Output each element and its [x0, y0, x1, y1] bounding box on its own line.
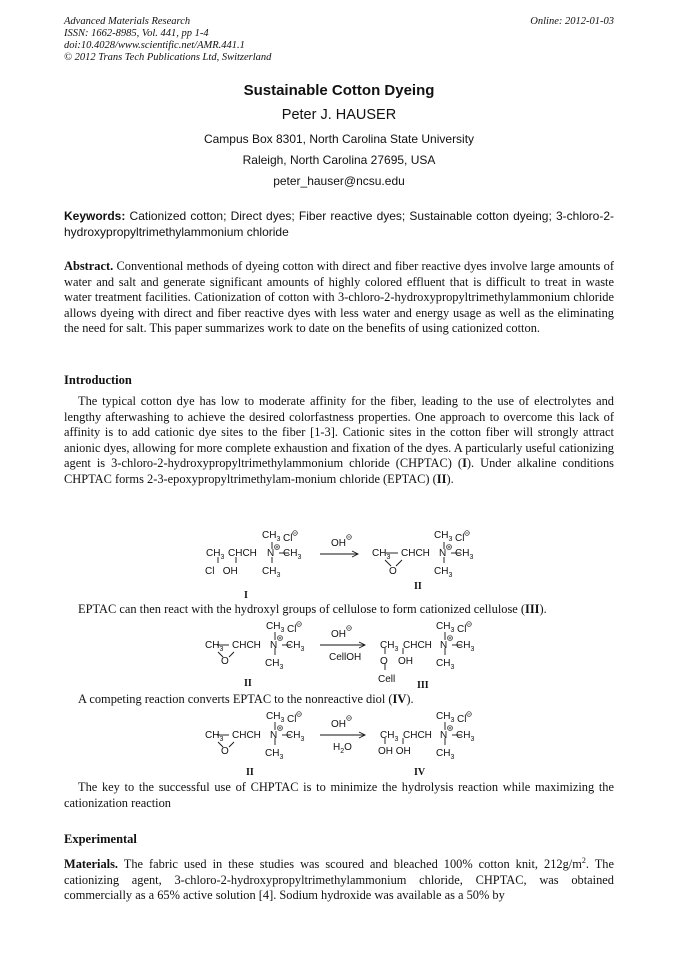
svg-text:CH3: $CH_3$ — [206, 548, 225, 561]
svg-text:CH3: $CH_3$ — [205, 640, 224, 653]
svg-text:N: N — [270, 640, 278, 651]
introduction-paragraph-4: The key to the successful use of CHPTAC is to minimize the hydrolysis reaction while maximizing the cationization reaction — [64, 780, 614, 810]
svg-text:O: O — [389, 566, 397, 577]
svg-text:CH3: $CH_3$ — [283, 548, 302, 561]
svg-text:O: O — [221, 746, 229, 757]
ch3-top: $CH_3$ — [262, 530, 281, 543]
affiliation-line-1: Campus Box 8301, North Carolina State University — [203, 132, 475, 146]
svg-text:CH3: $CH_3$ — [436, 711, 455, 724]
svg-text:CH3: $CH_3$ — [456, 730, 475, 743]
introduction-paragraph-2: EPTAC can then react with the hydroxyl groups of cellulose to form cationized cellulose (III). — [78, 602, 547, 616]
svg-text:Cl: Cl — [287, 624, 297, 635]
keywords-text: Cationized cotton; Direct dyes; Fiber reactive dyes; Sustainable cotton dyeing; 3-chloro-2-hydroxypropyltrimethylammonium chloride — [64, 209, 614, 239]
chloride-ion: Cl — [283, 533, 293, 544]
svg-text:CH3: $CH_3$ — [380, 640, 399, 653]
materials-paragraph: Materials. The fabric used in these studies was scoured and bleached 100% cotton knit, $212g/m^2$. The cationizing agent, 3-chloro-2-hydroxypropyltrimethylammonium chloride, CHPTAC, was obtained commercially as a 65% active solution [4]. Sodium hydroxide was available as a 50% by — [64, 856, 614, 903]
svg-text:CHCH: CHCH — [232, 730, 261, 741]
introduction-paragraph-3: A competing reaction converts EPTAC to the nonreactive diol (IV). — [78, 692, 414, 706]
svg-text:N: N — [439, 548, 447, 559]
svg-text:CH3: $CH_3$ — [456, 640, 475, 653]
svg-text:CHCH: CHCH — [228, 548, 257, 559]
scheme-3 — [205, 711, 474, 778]
journal-issn: ISSN: 1662-8985, Vol. 441, pp 1-4 — [64, 28, 209, 39]
journal-copyright: © 2012 Trans Tech Publications Ltd, Switzerland — [64, 52, 272, 63]
svg-text:CH3: $CH_3$ — [205, 730, 224, 743]
svg-text:CellOH: CellOH — [329, 652, 362, 663]
svg-text:N: N — [440, 640, 448, 651]
svg-text:CH3: $CH_3$ — [436, 748, 455, 761]
abstract-label: Abstract. — [64, 259, 114, 273]
svg-text:CH3: $CH_3$ — [455, 548, 474, 561]
experimental-heading: Experimental — [64, 832, 137, 846]
svg-text:CH3: $CH_3$ — [265, 658, 284, 671]
label-ii: II — [414, 581, 422, 592]
svg-text:CHCH: CHCH — [401, 548, 430, 559]
svg-text:CHCH: CHCH — [232, 640, 261, 651]
svg-text:OH: OH — [331, 719, 346, 730]
svg-text:Cl OH: Cl OH — [205, 566, 238, 577]
svg-text:Cl: Cl — [457, 714, 467, 725]
label-iv: IV — [414, 767, 426, 778]
svg-text:CH3: $CH_3$ — [286, 640, 305, 653]
abstract-text: Conventional methods of dyeing cotton with direct and fiber reactive dyes involve large amounts of water and salt and generate significant amounts of highly colored effluent that is difficult to treat in waste water treatment facilities. Cationization of cotton with 3-chloro-2-hydroxypropyltrimethylammonium chloride allows dyeing with direct and fiber reactive dyes with less water and energy usage as well as the eliminating the need for salt. This paper summarizes work to date on the benefits of using cationized cotton. — [64, 259, 614, 336]
svg-text:CH3: $CH_3$ — [262, 566, 281, 579]
svg-text:Cell: Cell — [378, 674, 396, 685]
svg-text:N: N — [270, 730, 278, 741]
svg-text:Cl: Cl — [457, 624, 467, 635]
svg-text:CH3: $CH_3$ — [436, 658, 455, 671]
journal-name: Advanced Materials Research — [64, 16, 191, 27]
online-date: Online: 2012-01-03 — [530, 16, 614, 27]
svg-text:OH: OH — [398, 656, 413, 667]
scheme-1 — [205, 530, 473, 601]
label-ii-2: II — [244, 678, 252, 689]
svg-text:CH3: $CH_3$ — [286, 730, 305, 743]
introduction-paragraph-1: The typical cotton dye has low to moderate affinity for the fiber, leading to the use of electrolytes and lengthy afterwashing to achieve the desired colorfastness properties. One approach to overcome this lack of affinity is to add cationic dye sites to the fiber [1-3]. Cationic sites in the cotton fiber will strongly attract anionic dyes, allowing for more complete exhaustion and fixation of the dyes. A particularly useful cationizing agent is 3-chloro-2-hydroxypropyltrimethylammonium chloride (CHPTAC) (I). Under alkaline conditions CHPTAC forms 2-3-epoxypropyltrimethylam-monium chloride (EPTAC) (II). — [64, 394, 615, 486]
scheme-2 — [205, 621, 474, 691]
svg-text:CHCH: CHCH — [403, 640, 432, 651]
label-iii: III — [417, 680, 429, 691]
svg-text:Cl: Cl — [455, 533, 465, 544]
svg-text:CH3: $CH_3$ — [266, 711, 285, 724]
svg-text:CH3: $CH_3$ — [372, 548, 391, 561]
svg-text:CH3: $CH_3$ — [434, 530, 453, 543]
journal-doi: doi:10.4028/www.scientific.net/AMR.441.1 — [64, 40, 245, 51]
svg-text:O: O — [221, 656, 229, 667]
label-i: I — [244, 590, 248, 601]
svg-text:CH3: $CH_3$ — [434, 566, 453, 579]
affiliation-line-2: Raleigh, North Carolina 27695, USA — [242, 153, 436, 167]
svg-text:O: O — [380, 656, 388, 667]
svg-text:Cl: Cl — [287, 714, 297, 725]
label-ii-3: II — [246, 767, 254, 778]
svg-text:N: N — [440, 730, 448, 741]
keywords-label: Keywords: — [64, 209, 126, 223]
paper-title: Sustainable Cotton Dyeing — [243, 82, 435, 99]
svg-text:CH3: $CH_3$ — [380, 730, 399, 743]
svg-text:N: N — [267, 548, 275, 559]
svg-text:CHCH: CHCH — [403, 730, 432, 741]
svg-text:CH3: $CH_3$ — [265, 748, 284, 761]
svg-text:OH OH: OH OH — [378, 746, 411, 757]
svg-text:CH3: $CH_3$ — [436, 621, 455, 634]
author-email: peter_hauser@ncsu.edu — [273, 174, 405, 188]
introduction-heading: Introduction — [64, 373, 132, 387]
svg-text:OH: OH — [331, 629, 346, 640]
author-name: Peter J. HAUSER — [281, 107, 397, 123]
svg-text:H2O: $H_2O$ — [333, 742, 352, 755]
svg-text:OH: OH — [331, 538, 346, 549]
svg-text:CH3: $CH_3$ — [266, 621, 285, 634]
